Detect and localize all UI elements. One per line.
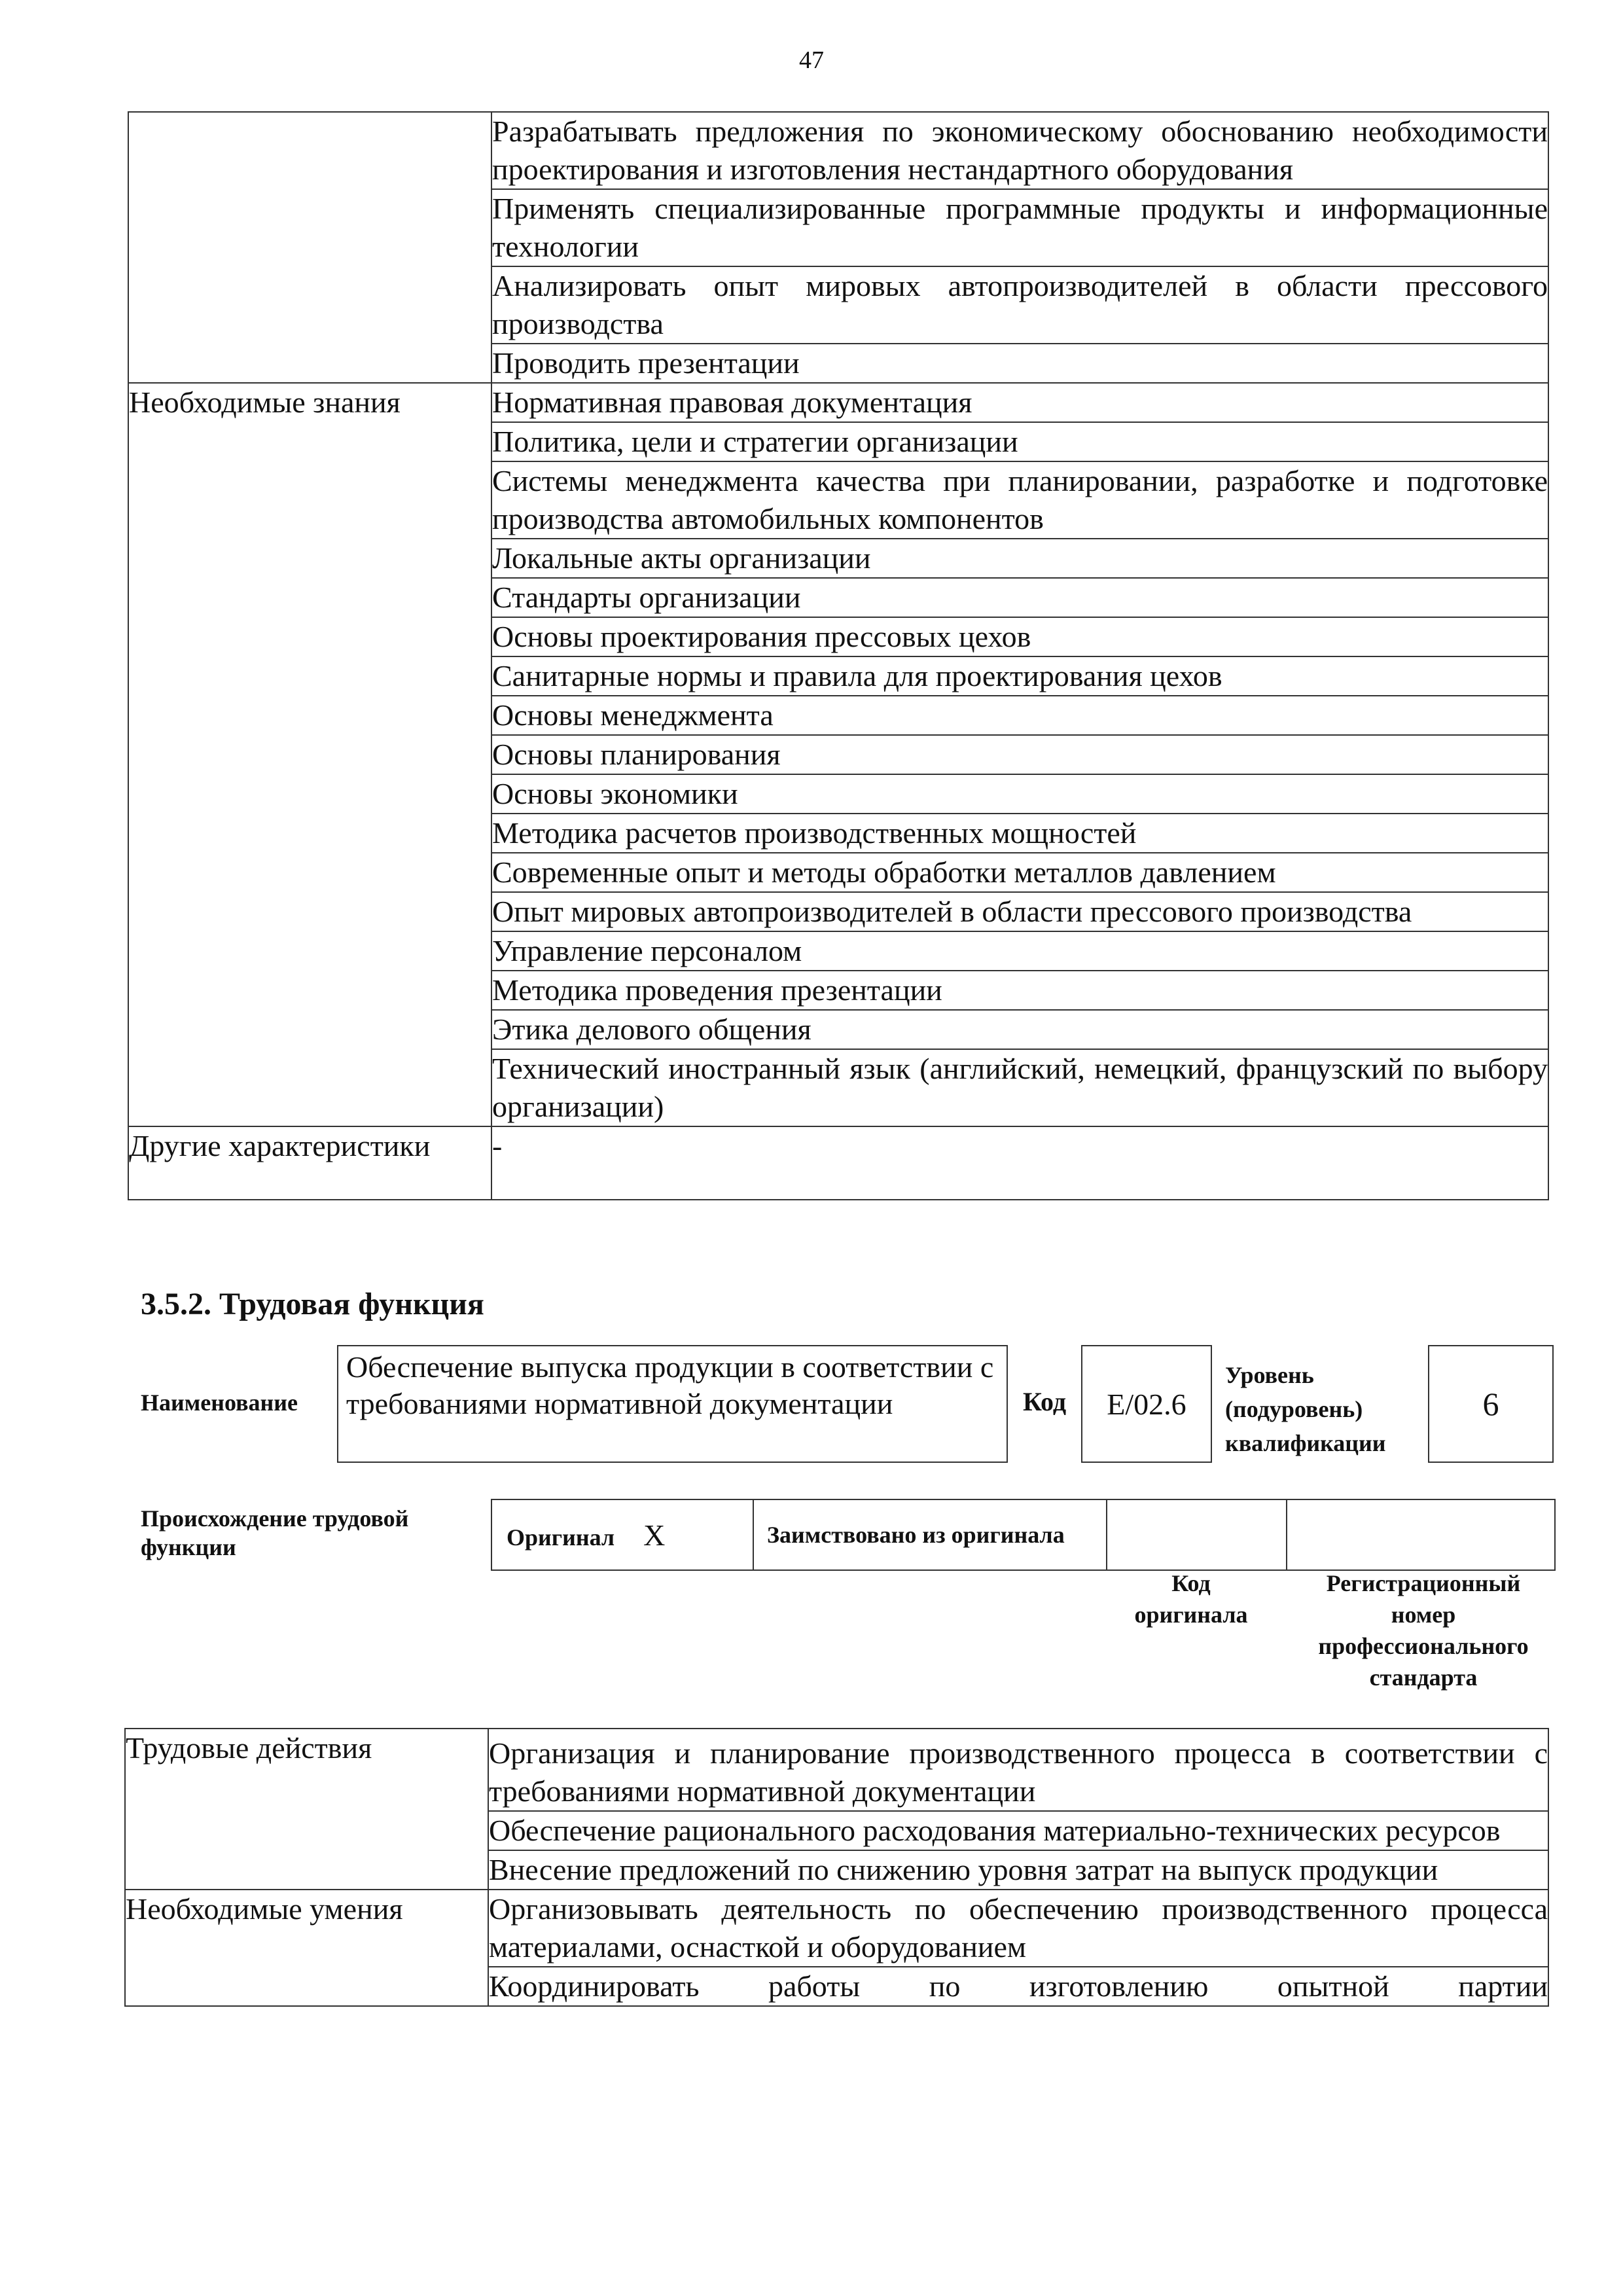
- row-items: [491, 112, 1548, 383]
- level-value-box: [1428, 1345, 1554, 1463]
- code-label: Код: [1023, 1387, 1067, 1416]
- row-items: [491, 383, 1548, 1126]
- code-original-caption: Код оригинала: [1134, 1570, 1248, 1628]
- level-value: 6: [1482, 1386, 1499, 1422]
- borrowed-cell: [753, 1499, 1107, 1570]
- list-item: Локальные акты организации: [492, 539, 1548, 579]
- labor-function-table: [124, 1728, 1549, 2007]
- list-item: Основы проектирования прессовых цехов: [492, 618, 1548, 657]
- code-original-cell: [1107, 1499, 1287, 1570]
- table-row: [125, 1890, 1548, 2006]
- list-item: Основы планирования: [492, 736, 1548, 775]
- row-items: [491, 1126, 1548, 1200]
- row-items: [488, 1890, 1548, 2006]
- name-value-box: [337, 1345, 1008, 1463]
- list-item: Применять специализированные программные продукты и информационные технологии: [492, 190, 1548, 267]
- list-item: Координировать работы по изготовлению опытной партии: [489, 1969, 1548, 2003]
- original-cell: [491, 1499, 753, 1570]
- reg-number-cell: [1287, 1499, 1555, 1570]
- original-mark: X: [643, 1518, 666, 1552]
- list-item: Этика делового общения: [492, 1011, 1548, 1050]
- borrowed-label: Заимствовано из оригинала: [767, 1522, 1065, 1548]
- table-row: [128, 112, 1548, 383]
- list-item: Политика, цели и стратегии организации: [492, 423, 1548, 462]
- row-label: Необходимые умения: [125, 1890, 488, 2006]
- name-value: Обеспечение выпуска продукции в соответствии с требованиями нормативной документации: [346, 1350, 994, 1420]
- list-item: Методика расчетов производственных мощностей: [492, 814, 1548, 853]
- list-item: Управление персоналом: [492, 932, 1548, 971]
- row-label: Другие характеристики: [128, 1126, 491, 1200]
- page-number: 47: [799, 46, 824, 74]
- section-heading: 3.5.2. Трудовая функция: [141, 1287, 484, 1321]
- level-label: Уровень (подуровень) квалификации: [1225, 1362, 1386, 1456]
- code-value: E/02.6: [1107, 1387, 1186, 1421]
- row-items: [488, 1729, 1548, 1890]
- list-item: Организация и планирование производственного процесса в соответствии с требованиями нормативной документации: [489, 1734, 1548, 1812]
- list-item: Опыт мировых автопроизводителей в области прессового производства: [492, 893, 1548, 932]
- original-label: Оригинал: [507, 1524, 615, 1551]
- list-item: Системы менеджмента качества при планировании, разработке и подготовке производства автомобильных компонентов: [492, 462, 1548, 539]
- row-label: [128, 112, 491, 383]
- requirements-table: [128, 111, 1549, 1200]
- list-item: Организовывать деятельность по обеспечению производственного процесса материалами, оснасткой и оборудованием: [489, 1890, 1548, 1967]
- table-row: [125, 1729, 1548, 1890]
- list-item: Санитарные нормы и правила для проектирования цехов: [492, 657, 1548, 696]
- row-label: Необходимые знания: [128, 383, 491, 1126]
- list-item: Основы менеджмента: [492, 696, 1548, 736]
- table-row: [491, 1499, 1555, 1570]
- code-value-box: [1081, 1345, 1212, 1463]
- row-label: Трудовые действия: [125, 1729, 488, 1890]
- list-item: Стандарты организации: [492, 579, 1548, 618]
- table-row: [128, 383, 1548, 1126]
- list-item: -: [492, 1129, 503, 1162]
- table-row: [128, 1126, 1548, 1200]
- name-label: Наименование: [141, 1390, 298, 1416]
- reg-number-caption: Регистрационный номер профессионального стандарта: [1318, 1570, 1529, 1691]
- origin-label: Происхождение трудовой функции: [141, 1505, 409, 1560]
- list-item: Анализировать опыт мировых автопроизводителей в области прессового производства: [492, 267, 1548, 344]
- list-item: Нормативная правовая документация: [492, 384, 1548, 423]
- origin-table: [491, 1499, 1556, 1571]
- list-item: Обеспечение рационального расходования материально-технических ресурсов: [489, 1812, 1548, 1851]
- list-item: Методика проведения презентации: [492, 971, 1548, 1011]
- list-item: Проводить презентации: [492, 346, 800, 380]
- list-item: Технический иностранный язык (английский, немецкий, французский по выбору организации): [492, 1052, 1548, 1123]
- list-item: Современные опыт и методы обработки металлов давлением: [492, 853, 1548, 893]
- list-item: Разрабатывать предложения по экономическому обоснованию необходимости проектирования и изготовления нестандартного оборудования: [492, 113, 1548, 190]
- list-item: Внесение предложений по снижению уровня затрат на выпуск продукции: [489, 1853, 1438, 1886]
- list-item: Основы экономики: [492, 775, 1548, 814]
